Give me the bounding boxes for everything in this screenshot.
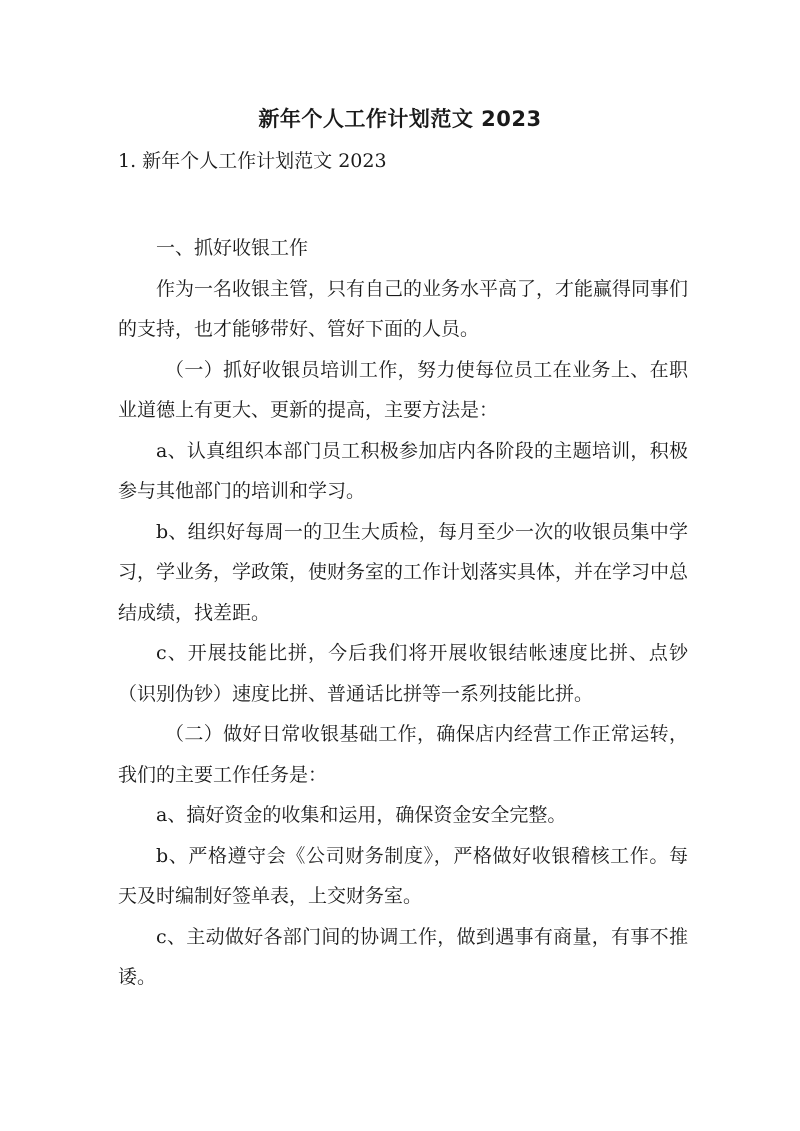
paragraph: b、严格遵守会《公司财务制度》，严格做好收银稽核工作。每天及时编制好签单表，上交财务室。 [118, 844, 688, 907]
subsection-heading: （二）做好日常收银基础工作，确保店内经营工作正常运转，我们的主要工作任务是： [118, 723, 688, 786]
paragraph: c、主动做好各部门间的协调工作，做到遇事有商量，有事不推诿。 [118, 925, 688, 988]
paragraph: a、搞好资金的收集和运用，确保资金安全完整。 [156, 804, 567, 826]
paragraph: b、组织好每周一的卫生大质检，每月至少一次的收银员集中学习，学业务，学政策，使财务室的工作计划落实具体，并在学习中总结成绩，找差距。 [118, 520, 689, 624]
section-heading: 一、抓好收银工作 [156, 237, 309, 259]
paragraph: 作为一名收银主管，只有自己的业务水平高了，才能赢得同事们的支持，也才能够带好、管好下面的人员。 [118, 277, 689, 340]
document-subtitle: 1. 新年个人工作计划范文 2023 [118, 150, 387, 172]
paragraph: c、开展技能比拼，今后我们将开展收银结帐速度比拼、点钞（识别伪钞）速度比拼、普通话比拼等一系列技能比拼。 [118, 642, 688, 705]
document-body [118, 228, 688, 998]
subsection-heading: （一）抓好收银员培训工作，努力使每位员工在业务上、在职业道德上有更大、更新的提高，主要方法是： [118, 358, 688, 421]
document-title: 新年个人工作计划范文 2023 [258, 107, 542, 131]
paragraph: a、认真组织本部门员工积极参加店内各阶段的主题培训，积极参与其他部门的培训和学习。 [118, 439, 688, 502]
